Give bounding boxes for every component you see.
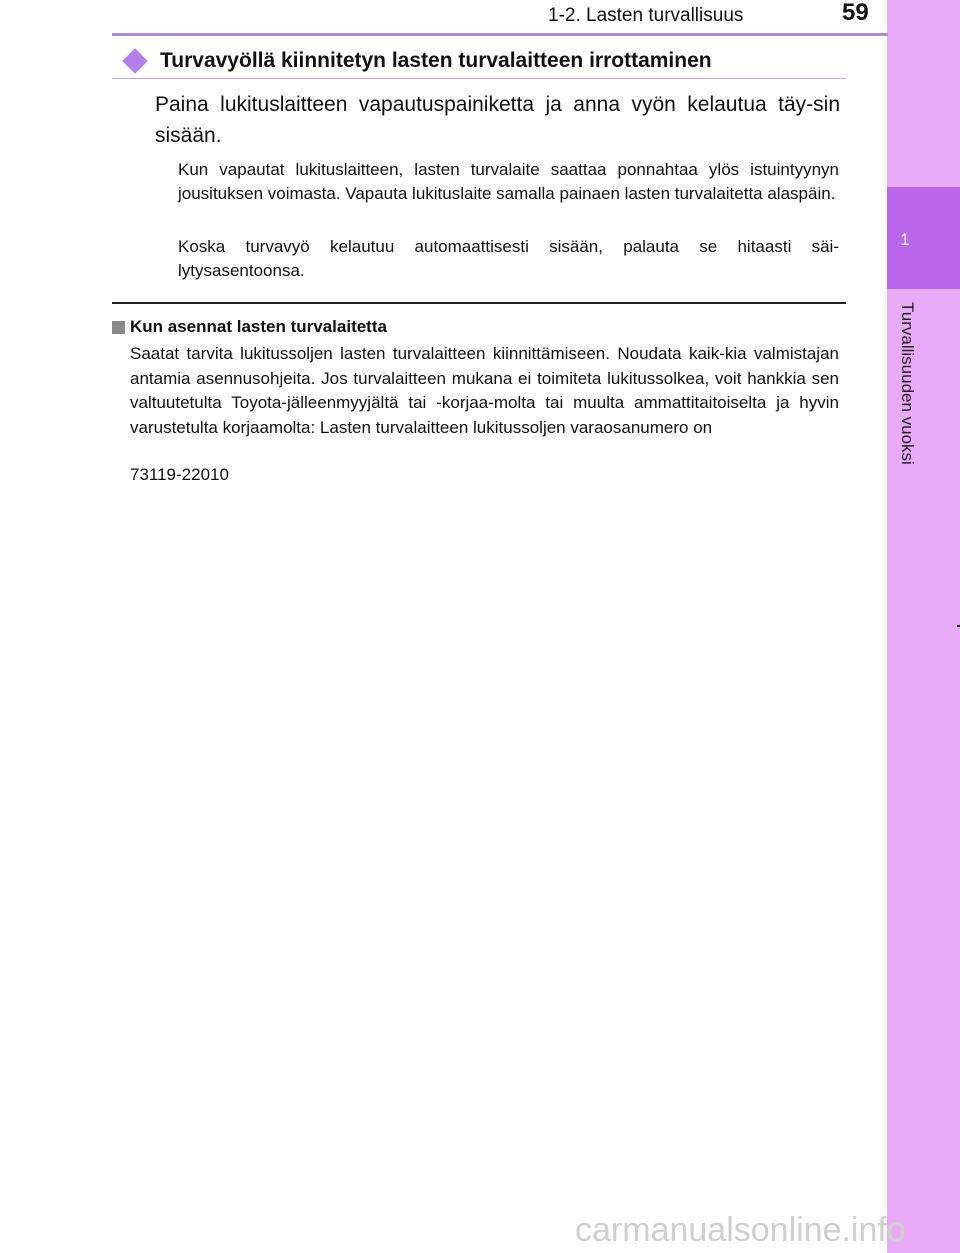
square-bullet-icon — [112, 321, 125, 334]
page-number: 59 — [842, 0, 869, 26]
subsection-heading — [112, 314, 832, 340]
section-heading — [120, 44, 850, 78]
header-section-title: 1-2. Lasten turvallisuus — [548, 5, 744, 26]
section-title: Turvavyöllä kiinnitetyn lasten turvalaitteen irrottaminen — [160, 49, 712, 72]
section-divider — [112, 302, 846, 304]
note-paragraph: Kun vapautat lukituslaitteen, lasten turvalaite saattaa ponnahtaa ylös istuintyynyn jousituksen voimasta. Vapauta lukituslaite samalla painaen lasten turvalaitetta alaspäin. — [178, 160, 839, 203]
chapter-number: 1 — [900, 230, 910, 249]
header-rule — [112, 33, 888, 36]
watermark: carmanualsonline.info — [575, 1211, 906, 1249]
heading-rule — [112, 78, 846, 79]
subsection-body: Saatat tarvita lukitussoljen lasten turvalaitteen kiinnittämiseen. Noudata kaik-kia valmistajan antamia asennusohjeita. Jos turvalaitteen mukana ei toimiteta lukitussolkea, voit hankkia sen valtuutetulta Toyota-jälleenmyyjältä tai -korjaa-molta tai muulta ammattitaitoiselta ja hyvin varustetulta korjaamolta: Lasten turvalaitteen lukitussoljen varaosanumero on — [130, 344, 839, 437]
diamond-bullet-icon — [122, 48, 147, 73]
chapter-title: Turvallisuuden vuoksi — [898, 302, 917, 465]
note-paragraph: Koska turvavyö kelautuu automaattisesti sisään, palauta se hitaasti säi-lytysasentoonsa. — [178, 237, 839, 280]
subsection-title: Kun asennat lasten turvalaitetta — [130, 317, 387, 336]
part-number: 73119-22010 — [130, 465, 229, 484]
instruction-text: Paina lukituslaitteen vapautuspainiketta ja anna vyön kelautua täy-sin sisään. — [155, 93, 840, 147]
